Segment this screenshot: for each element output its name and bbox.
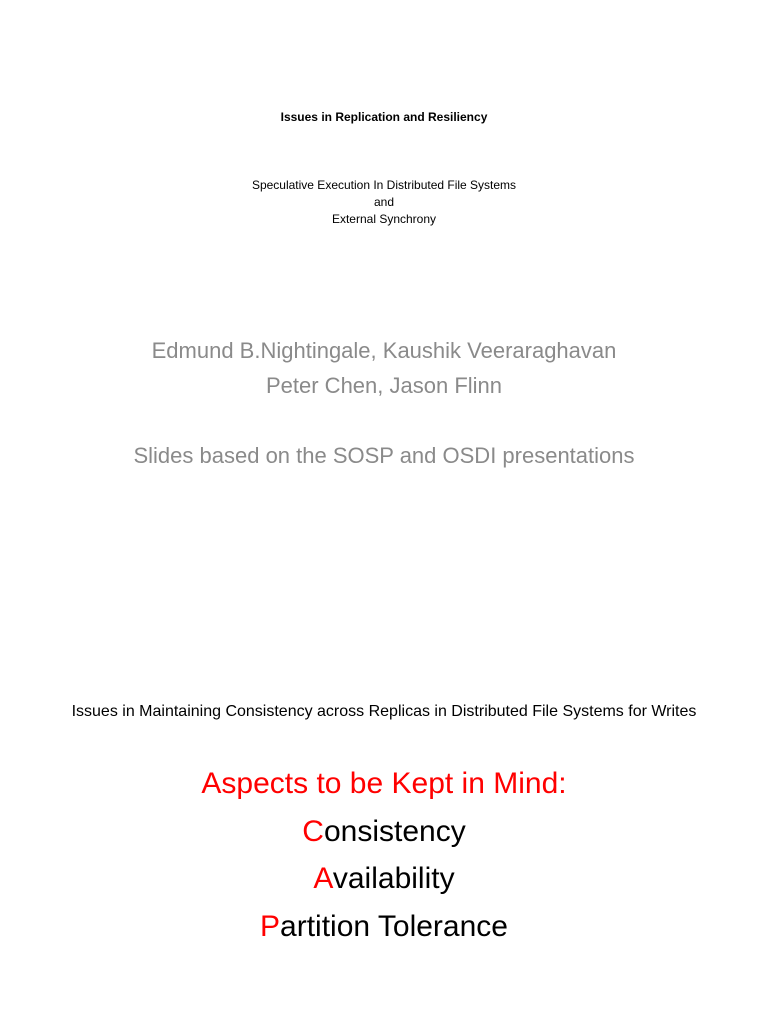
cap-slide-title: Issues in Maintaining Consistency across Replicas in Distributed File Systems for Writes [71, 703, 697, 720]
cap-rest: vailability [332, 862, 455, 895]
slide-subtitle [0, 177, 768, 228]
aspects-heading: Aspects to be Kept in Mind: [201, 767, 567, 800]
subtitle-line: External Synchrony [331, 212, 437, 226]
author-line: Peter Chen, Jason Flinn [265, 373, 503, 398]
subtitle-line: and [373, 195, 395, 209]
cap-item-availability [0, 859, 768, 899]
cap-initial: A [313, 862, 333, 895]
cap-rest: onsistency [323, 815, 466, 848]
author-line: Edmund B.Nightingale, Kaushik Veeraraghavan [151, 338, 617, 363]
author-list [0, 333, 768, 403]
source-note: Slides based on the SOSP and OSDI presentations [133, 443, 635, 468]
cap-item-partition-tolerance [0, 907, 768, 947]
subtitle-line: Speculative Execution In Distributed File Systems [251, 178, 517, 192]
cap-initial: P [260, 910, 281, 943]
cap-rest: artition Tolerance [280, 910, 508, 943]
cap-initial: C [302, 815, 324, 848]
slide-title: Issues in Replication and Resiliency [280, 110, 488, 124]
cap-item-consistency [0, 812, 768, 852]
